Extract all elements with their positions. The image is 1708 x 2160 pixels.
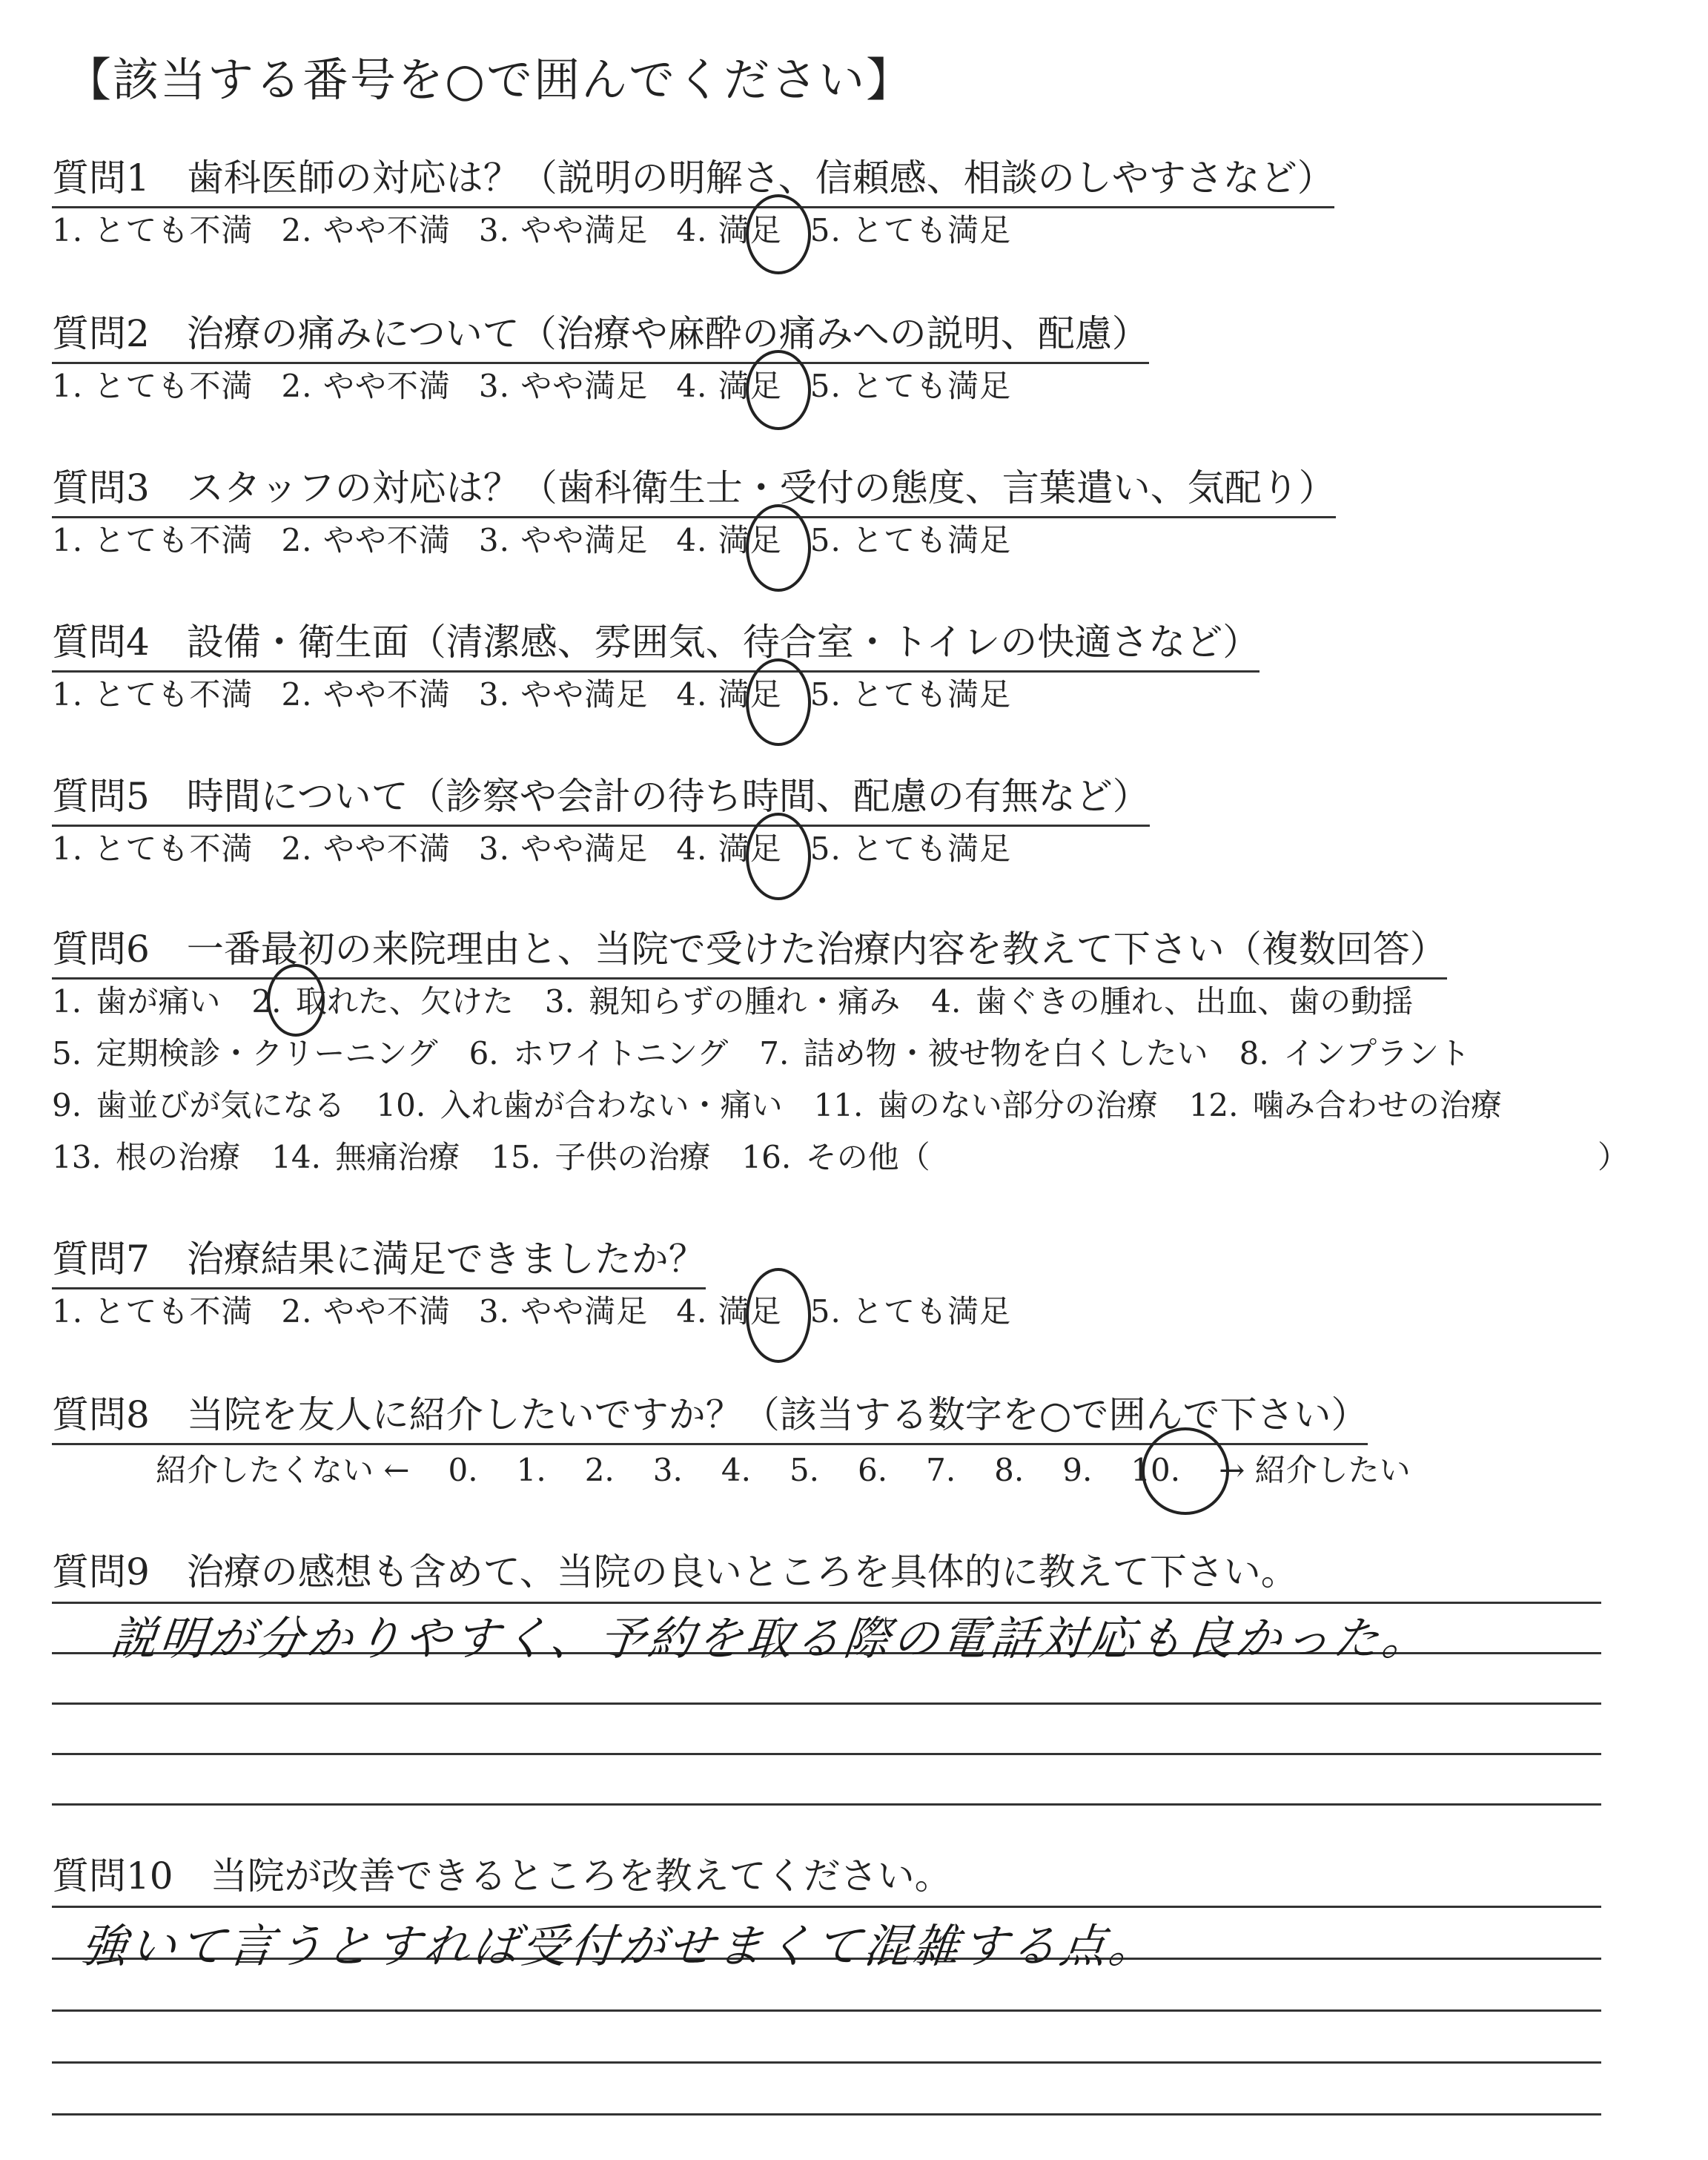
answer-line bbox=[52, 2113, 1601, 2116]
selected-circle-q3 bbox=[746, 504, 811, 592]
answer-line bbox=[52, 1753, 1601, 1755]
q6-options-line-3[interactable]: 9. 歯並びが気になる 10. 入れ歯が合わない・痛い 11. 歯のない部分の治療 12. 噛み合わせの治療 bbox=[52, 1087, 1502, 1123]
form-title: 【該当する番号を○で囲んでください】 bbox=[65, 53, 914, 107]
question-10: 質問10 当院が改善できるところを教えてください。 bbox=[52, 1855, 952, 1898]
option-3[interactable]: 3. やや満足 bbox=[478, 522, 649, 558]
question-4: 質問4 設備・衛生面（清潔感、雰囲気、待合室・トイレの快適さなど） bbox=[52, 612, 1260, 673]
q6-options-line-4[interactable]: 13. 根の治療 14. 無痛治療 15. 子供の治療 16. その他（ bbox=[52, 1139, 930, 1175]
scale-10[interactable]: 10. bbox=[1131, 1452, 1181, 1488]
scale-7[interactable]: 7. bbox=[926, 1452, 956, 1488]
selected-circle-q6 bbox=[267, 964, 325, 1037]
selected-circle-q8 bbox=[1142, 1427, 1229, 1515]
scale-5[interactable]: 5. bbox=[789, 1452, 820, 1488]
option-4[interactable]: 4. 満足 bbox=[676, 212, 782, 248]
option-5[interactable]: 5. とても満足 bbox=[810, 368, 1012, 404]
answer-line bbox=[52, 2009, 1601, 2012]
scale-4[interactable]: 4. bbox=[721, 1452, 751, 1488]
question-7: 質問7 治療結果に満足できましたか？ bbox=[52, 1229, 706, 1289]
option-5[interactable]: 5. とても満足 bbox=[810, 830, 1012, 867]
scale-8[interactable]: 8. bbox=[994, 1452, 1025, 1488]
question-3: 質問3 スタッフの対応は？（歯科衛生士・受付の態度、言葉遣い、気配り） bbox=[52, 458, 1336, 518]
answer-line bbox=[52, 1702, 1601, 1705]
q10-handwritten-answer[interactable]: 強いて言うとすれば受付がせまくて混雑する点。 bbox=[78, 1919, 1161, 1973]
option-4[interactable]: 4. 満足 bbox=[676, 368, 782, 404]
q6-options-line-1[interactable]: 1. 歯が痛い 2. 取れた、欠けた 3. 親知らずの腫れ・痛み 4. 歯ぐきの腫れ、出血、歯の動揺 bbox=[52, 983, 1414, 1020]
option-3[interactable]: 3. やや満足 bbox=[478, 830, 649, 867]
scale-right-label: → 紹介したい bbox=[1219, 1452, 1411, 1488]
q1-options bbox=[52, 206, 1039, 251]
option-1[interactable]: 1. とても不満 bbox=[52, 830, 254, 867]
option-2[interactable]: 2. やや不満 bbox=[281, 830, 451, 867]
option-3[interactable]: 3. やや満足 bbox=[478, 676, 649, 713]
option-1[interactable]: 1. とても不満 bbox=[52, 1293, 254, 1330]
question-5: 質問5 時間について（診察や会計の待ち時間、配慮の有無など） bbox=[52, 767, 1150, 827]
option-1[interactable]: 1. とても不満 bbox=[52, 212, 254, 248]
scale-left-label: 紹介したくない ← bbox=[156, 1452, 410, 1488]
option-5[interactable]: 5. とても満足 bbox=[810, 676, 1012, 713]
selected-circle-q7 bbox=[746, 1268, 811, 1363]
question-1: 質問1 歯科医師の対応は？（説明の明解さ、信頼感、相談のしやすさなど） bbox=[52, 148, 1334, 208]
q6-other-close: ） bbox=[1598, 1139, 1629, 1175]
option-4[interactable]: 4. 満足 bbox=[676, 522, 782, 558]
question-8: 質問8 当院を友人に紹介したいですか？（該当する数字を○で囲んで下さい） bbox=[52, 1385, 1368, 1445]
question-6: 質問6 一番最初の来院理由と、当院で受けた治療内容を教えて下さい（複数回答） bbox=[52, 919, 1447, 980]
option-5[interactable]: 5. とても満足 bbox=[810, 212, 1012, 248]
scale-6[interactable]: 6. bbox=[858, 1452, 888, 1488]
question-9: 質問9 治療の感想も含めて、当院の良いところを具体的に教えて下さい。 bbox=[52, 1550, 1298, 1593]
option-1[interactable]: 1. とても不満 bbox=[52, 522, 254, 558]
selected-circle-q1 bbox=[746, 194, 811, 274]
answer-line bbox=[52, 2061, 1601, 2064]
scale-9[interactable]: 9. bbox=[1062, 1452, 1093, 1488]
q5-options bbox=[52, 825, 1039, 869]
answer-line bbox=[52, 1803, 1601, 1806]
q8-scale bbox=[156, 1446, 1449, 1490]
selected-circle-q4 bbox=[746, 658, 811, 746]
selected-circle-q5 bbox=[746, 813, 811, 900]
option-2[interactable]: 2. やや不満 bbox=[281, 522, 451, 558]
option-5[interactable]: 5. とても満足 bbox=[810, 1293, 1012, 1330]
option-3[interactable]: 3. やや満足 bbox=[478, 1293, 649, 1330]
option-3[interactable]: 3. やや満足 bbox=[478, 212, 649, 248]
answer-line bbox=[52, 1906, 1601, 1908]
selected-circle-q2 bbox=[746, 350, 811, 430]
q9-handwritten-answer[interactable]: 説明が分かりやすく、予約を取る際の電話対応も良かった。 bbox=[107, 1611, 1434, 1665]
option-5[interactable]: 5. とても満足 bbox=[810, 522, 1012, 558]
option-3[interactable]: 3. やや満足 bbox=[478, 368, 649, 404]
option-4[interactable]: 4. 満足 bbox=[676, 1293, 782, 1330]
scale-3[interactable]: 3. bbox=[652, 1452, 683, 1488]
q7-options bbox=[52, 1287, 1039, 1332]
option-1[interactable]: 1. とても不満 bbox=[52, 368, 254, 404]
q4-options bbox=[52, 670, 1039, 715]
q3-options bbox=[52, 516, 1039, 561]
scale-1[interactable]: 1. bbox=[516, 1452, 546, 1488]
option-1[interactable]: 1. とても不満 bbox=[52, 676, 254, 713]
option-2[interactable]: 2. やや不満 bbox=[281, 676, 451, 713]
option-2[interactable]: 2. やや不満 bbox=[281, 1293, 451, 1330]
option-4[interactable]: 4. 満足 bbox=[676, 830, 782, 867]
option-4[interactable]: 4. 満足 bbox=[676, 676, 782, 713]
scale-0[interactable]: 0. bbox=[448, 1452, 478, 1488]
q6-options-line-2[interactable]: 5. 定期検診・クリーニング 6. ホワイトニング 7. 詰め物・被せ物を白くしたい 8. インプラント bbox=[52, 1035, 1471, 1071]
q2-options bbox=[52, 362, 1039, 406]
scale-2[interactable]: 2. bbox=[584, 1452, 615, 1488]
question-2: 質問2 治療の痛みについて（治療や麻酔の痛みへの説明、配慮） bbox=[52, 304, 1149, 364]
option-2[interactable]: 2. やや不満 bbox=[281, 212, 451, 248]
option-2[interactable]: 2. やや不満 bbox=[281, 368, 451, 404]
